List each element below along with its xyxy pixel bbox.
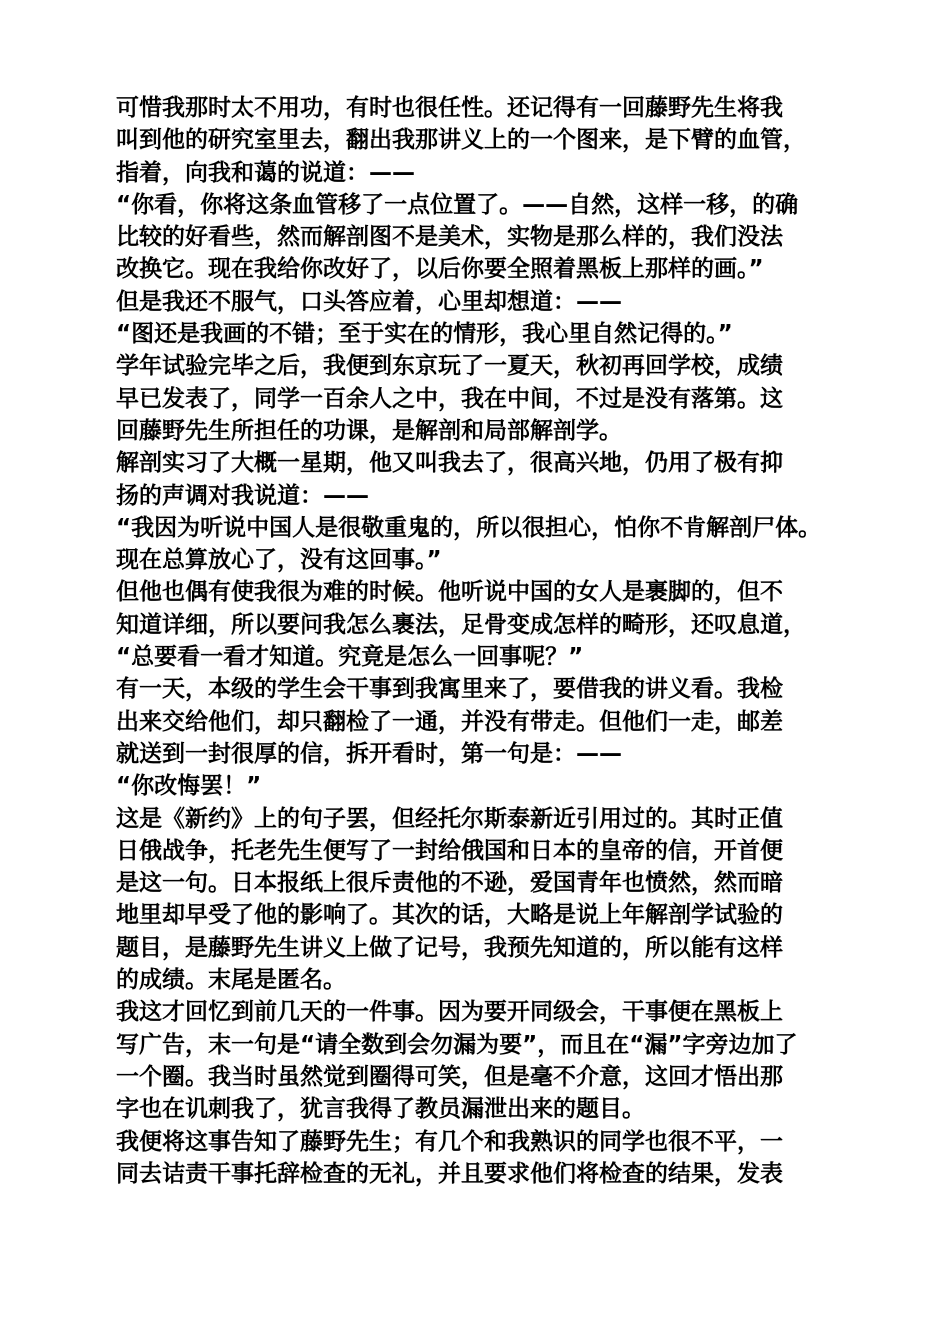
text-line: 比较的好看些，然而解剖图不是美术，实物是那么样的，我们没法 <box>116 224 783 251</box>
text-line: 地里却早受了他的影响了。其次的话，大略是说上年解剖学试验的 <box>116 902 783 929</box>
text-line: 但是我还不服气，口头答应着，心里却想道：—— <box>116 288 622 315</box>
text-line: 我这才回忆到前几天的一件事。因为要开同级会，干事便在黑板上 <box>116 999 783 1026</box>
text-line: 有一天，本级的学生会干事到我寓里来了，要借我的讲义看。我检 <box>116 676 783 703</box>
text-line: 早已发表了，同学一百余人之中，我在中间，不过是没有落第。这 <box>116 385 783 412</box>
text-line: 指着，向我和蔼的说道：—— <box>116 159 415 186</box>
text-line: 改换它。现在我给你改好了，以后你要全照着黑板上那样的画。” <box>116 256 764 283</box>
text-line: “图还是我画的不错；至于实在的情形，我心里自然记得的。” <box>116 321 733 348</box>
text-line: 这是《新约》上的句子罢，但经托尔斯泰新近引用过的。其时正值 <box>116 805 783 832</box>
text-line: 可惜我那时太不用功，有时也很任性。还记得有一回藤野先生将我 <box>116 95 783 121</box>
text-line: 知道详细，所以要问我怎么裹法，足骨变成怎样的畸形，还叹息道， <box>116 611 806 638</box>
text-line: 叫到他的研究室里去，翻出我那讲义上的一个图来，是下臂的血管， <box>116 127 806 154</box>
text-line: 一个圈。我当时虽然觉到圈得可笑，但是毫不介意，这回才悟出那 <box>116 1063 783 1090</box>
text-line: 就送到一封很厚的信，拆开看时，第一句是：—— <box>116 740 622 767</box>
text-line: 现在总算放心了，没有这回事。” <box>116 547 442 574</box>
text-line: 的成绩。末尾是匿名。 <box>116 967 346 994</box>
text-line: 学年试验完毕之后，我便到东京玩了一夏天，秋初再回学校，成绩 <box>116 353 783 380</box>
text-line: “你改悔罢！” <box>116 773 262 800</box>
text-line: 回藤野先生所担任的功课，是解剖和局部解剖学。 <box>116 417 622 444</box>
text-line: “你看，你将这条血管移了一点位置了。——自然，这样一移，的确 <box>116 191 799 218</box>
body-text <box>116 92 856 1190</box>
text-line: 同去诘责干事托辞检查的无礼，并且要求他们将检查的结果，发表 <box>116 1160 783 1187</box>
text-line: 解剖实习了大概一星期，他又叫我去了，很高兴地，仍用了极有抑 <box>116 450 783 477</box>
text-line: 出来交给他们，却只翻检了一通，并没有带走。但他们一走，邮差 <box>116 708 783 735</box>
text-line: 但他也偶有使我很为难的时候。他听说中国的女人是裹脚的，但不 <box>116 579 783 606</box>
text-line: 日俄战争，托老先生便写了一封给俄国和日本的皇帝的信，开首便 <box>116 837 783 864</box>
text-line: 写广告，末一句是“请全数到会勿漏为要”，而且在“漏”字旁边加了 <box>116 1031 798 1058</box>
text-line: 字也在讥刺我了，犹言我得了教员漏泄出来的题目。 <box>116 1096 645 1123</box>
text-line: “总要看一看才知道。究竟是怎么一回事呢？” <box>116 644 584 671</box>
text-line: 我便将这事告知了藤野先生；有几个和我熟识的同学也很不平，一 <box>116 1128 783 1155</box>
text-line: 题目，是藤野先生讲义上做了记号，我预先知道的，所以能有这样 <box>116 934 783 961</box>
text-line: “我因为听说中国人是很敬重鬼的，所以很担心，怕你不肯解剖尸体。 <box>116 514 822 541</box>
text-line: 是这一句。日本报纸上很斥责他的不逊，爱国青年也愤然，然而暗 <box>116 870 783 897</box>
text-line: 扬的声调对我说道：—— <box>116 482 369 509</box>
